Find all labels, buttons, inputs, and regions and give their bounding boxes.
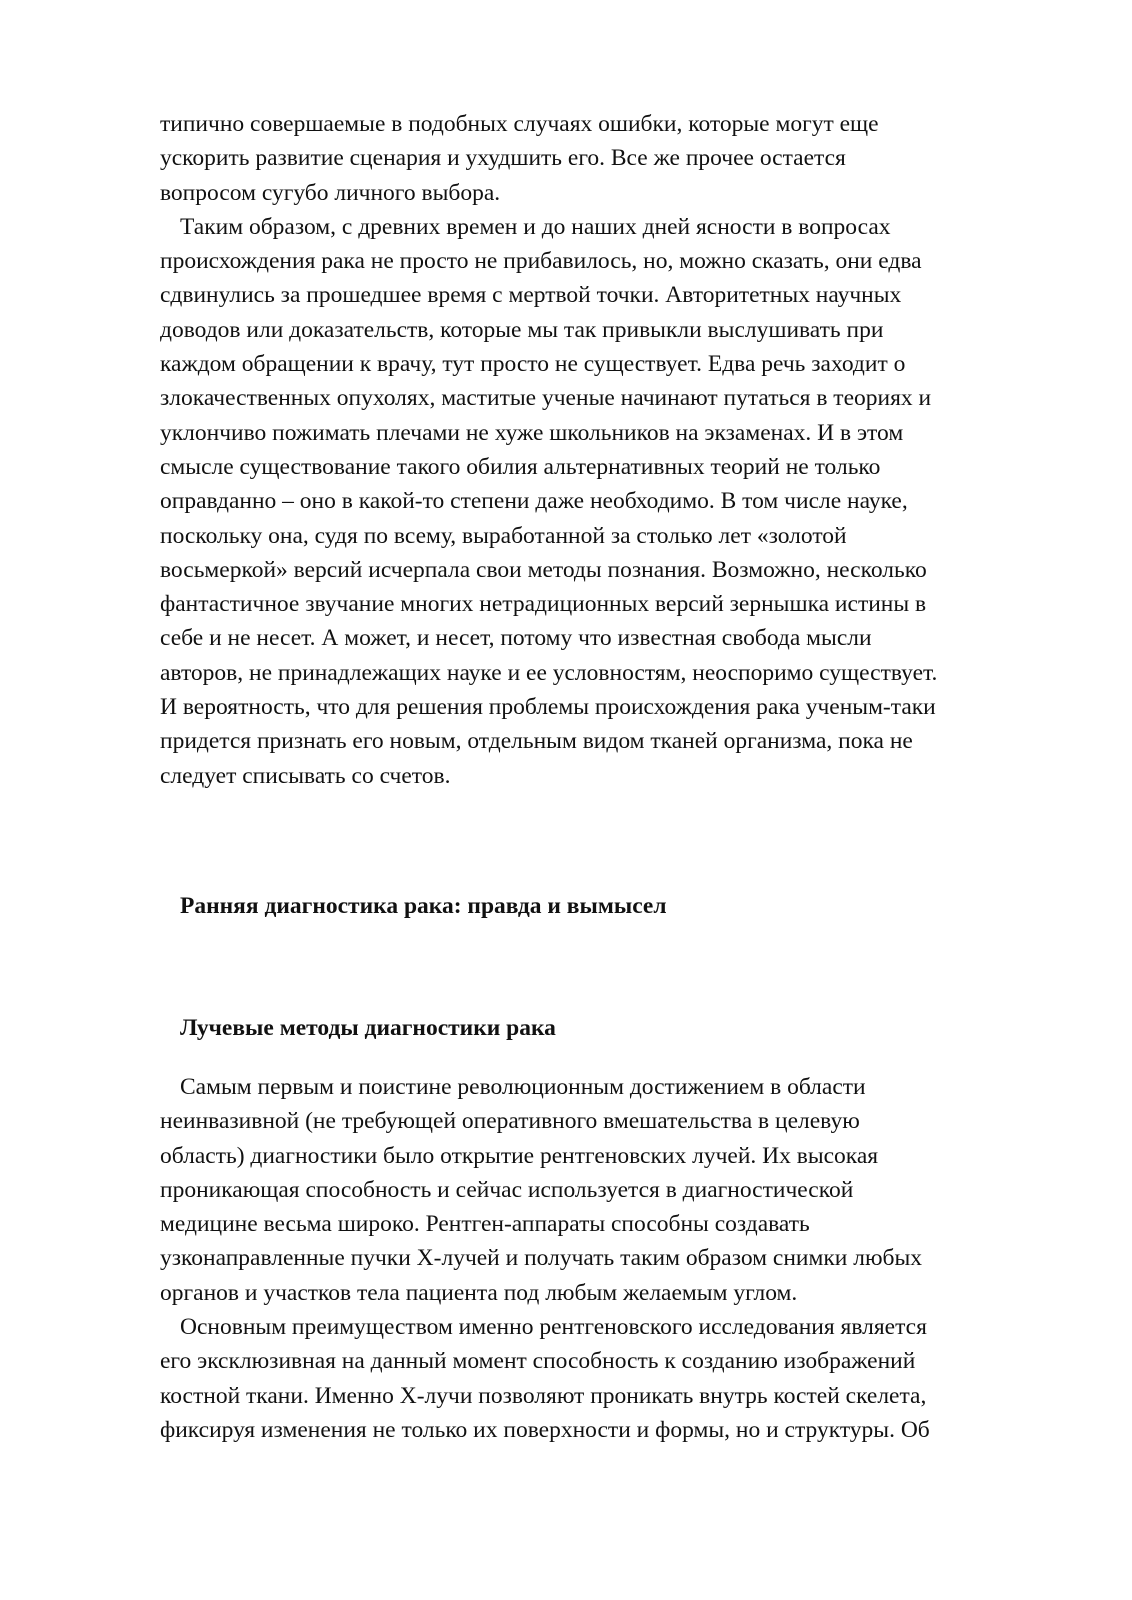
text-line: оправданно – оно в какой-то степени даже необходимо. В том числе науке, [160, 488, 908, 515]
text-line: следует списывать со счетов. [160, 762, 451, 789]
text-line: Самым первым и поистине революционным достижением в области [180, 1074, 866, 1100]
text-line: вопросом сугубо личного выбора. [160, 179, 501, 206]
text-line: фантастичное звучание многих нетрадиционных версий зернышка истины в [160, 591, 927, 618]
text-line: каждом обращении к врачу, тут просто не существует. Едва речь заходит о [160, 351, 906, 378]
section-heading: Ранняя диагностика рака: правда и вымысел [180, 893, 667, 919]
text-line: ускорить развитие сценария и ухудшить его. Все же прочее остается [160, 145, 846, 172]
text-line: происхождения рака не просто не прибавилось, но, можно сказать, они едва [160, 248, 922, 275]
text-line: поскольку она, судя по всему, выработанной за столько лет «золотой [160, 522, 847, 549]
text-line: область) диагностики было открытие рентгеновских лучей. Их высокая [160, 1142, 879, 1169]
text-line: авторов, не принадлежащих науке и ее условностям, неоспоримо существует. [160, 659, 938, 686]
text-line: доводов или доказательств, которые мы так привыкли выслушивать при [160, 316, 884, 343]
text-line: уклончиво пожимать плечами не хуже школьников на экзаменах. И в этом [160, 419, 904, 446]
text-line: сдвинулись за прошедшее время с мертвой точки. Авторитетных научных [160, 282, 902, 309]
text-line: типично совершаемые в подобных случаях ошибки, которые могут еще [160, 111, 879, 137]
text-line: придется признать его новым, отдельным видом тканей организма, пока не [160, 728, 913, 755]
text-line: злокачественных опухолях, маститые ученые начинают путаться в теориях и [160, 385, 932, 412]
text-line: его эксклюзивная на данный момент способность к созданию изображений [160, 1348, 916, 1375]
text-line: узконаправленные пучки Х-лучей и получать таким образом снимки любых [160, 1245, 922, 1272]
text-line: смысле существование такого обилия альтернативных теорий не только [160, 453, 881, 480]
text-line: медицине весьма широко. Рентген-аппараты способны создавать [160, 1211, 810, 1238]
body-text-top [160, 107, 1060, 793]
text-line: себе и не несет. А может, и несет, потому что известная свобода мысли [160, 625, 872, 652]
text-line: проникающая способность и сейчас используется в диагностической [160, 1176, 854, 1203]
text-line: Таким образом, с древних времен и до наших дней ясности в вопросах [180, 213, 891, 240]
text-line: органов и участков тела пациента под любым желаемым углом. [160, 1279, 798, 1306]
text-line: костной ткани. Именно Х-лучи позволяют проникать внутрь костей скелета, [160, 1382, 927, 1409]
text-line: неинвазивной (не требующей оперативного вмешательства в целевую [160, 1108, 860, 1135]
text-line: фиксируя изменения не только их поверхности и формы, но и структуры. Об [160, 1416, 930, 1443]
text-line: И вероятность, что для решения проблемы происхождения рака ученым-таки [160, 694, 936, 721]
body-text-bottom [160, 1070, 1060, 1447]
text-line: восьмеркой» версий исчерпала свои методы познания. Возможно, несколько [160, 556, 927, 583]
subsection-heading: Лучевые методы диагностики рака [180, 1015, 556, 1041]
text-line: Основным преимуществом именно рентгеновского исследования является [180, 1314, 927, 1341]
